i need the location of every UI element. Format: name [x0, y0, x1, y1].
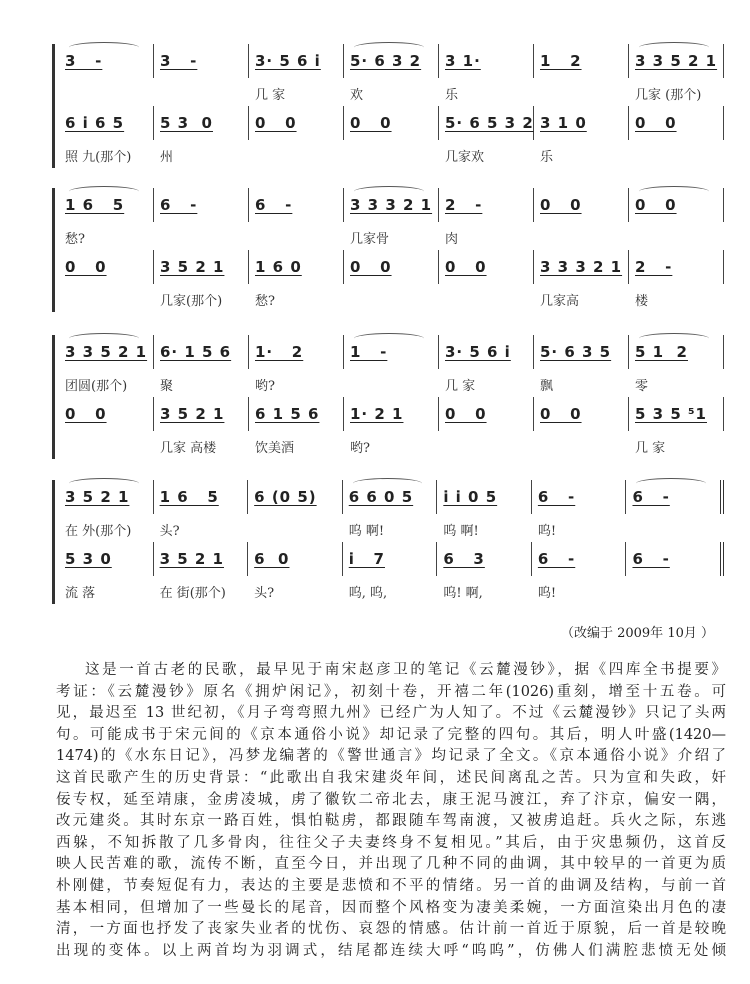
- text-line: 改元建炎。其时东京一路百姓，惧怕鞑虏，都跟随车驾南渡，又被虏追赶。兵火之际，东逃: [56, 813, 726, 830]
- notes: 0 0: [445, 405, 487, 423]
- notes: 6 -: [632, 488, 670, 506]
- lyric: 几家欢: [445, 150, 485, 165]
- text-line: 朴刚健，节奏短促有力，表达的主要是悲愤和不平的情绪。另一首的曲调及结构，与前一首: [56, 877, 726, 894]
- notes: 6 -: [255, 196, 293, 214]
- text-line: 佞专权，延至靖康，金虏凌城，虏了徽钦二帝北去，康王泥马渡江，弃了汴京，偏安一隅，: [56, 791, 726, 808]
- measure: [629, 397, 724, 456]
- lyric: 在 外(那个): [65, 524, 132, 539]
- arrangement-note: （改编于 2009年 10月 ）: [560, 626, 714, 641]
- notes: 3 5 2 1: [159, 550, 224, 568]
- notes: 6 6 0 5: [348, 488, 414, 506]
- lyric: 头?: [254, 586, 275, 601]
- lower-voice-stave: [59, 250, 724, 312]
- lyric: 呜!: [537, 586, 557, 601]
- measure: [249, 335, 344, 394]
- lyric: 几家 高楼: [160, 441, 217, 456]
- notes: 2 -: [445, 196, 483, 214]
- measure: [59, 250, 154, 284]
- notes: 1 6 0: [255, 258, 302, 276]
- notes: 3 5 2 1: [65, 488, 130, 506]
- notes: 0 0: [635, 114, 677, 132]
- lyric: 呜! 啊,: [443, 586, 483, 601]
- measure: [534, 250, 629, 309]
- lyric: 乐: [540, 150, 554, 165]
- notes: 5· 6 3 2: [350, 52, 422, 70]
- lyric: 几 家: [635, 441, 666, 456]
- notes: 5· 6 3 5: [540, 343, 612, 361]
- notes: 6 1 5 6: [255, 405, 320, 423]
- measure: [59, 335, 154, 394]
- measure: [344, 397, 439, 456]
- measure: [249, 397, 344, 456]
- measure: [534, 335, 629, 394]
- notes: 1· 2: [255, 343, 304, 361]
- lyric: 呜 啊!: [348, 524, 385, 539]
- text-line: 映人民苦难的歌，流传不断，直至今日，并出现了几种不同的曲调，其中较早的一首更为质: [56, 856, 726, 873]
- notes: 3· 5 6 i̇: [255, 52, 321, 70]
- lower-voice-stave: [59, 542, 724, 604]
- notes: 3 5 2 1: [160, 258, 225, 276]
- lyric: 几 家: [255, 88, 286, 103]
- lyric: 流 落: [65, 586, 96, 601]
- measure: [344, 44, 439, 103]
- notes: 3 3 5 2 1: [65, 343, 148, 361]
- notes: 0 0: [255, 114, 297, 132]
- lyric: 零: [635, 379, 649, 394]
- measure: [626, 542, 724, 576]
- lyric: 哟?: [255, 379, 275, 394]
- measure: [59, 44, 154, 78]
- measure: [626, 480, 724, 514]
- measure: [534, 44, 629, 78]
- score-system: [52, 335, 724, 459]
- measure: [344, 106, 439, 140]
- lyric: 饮美酒: [255, 441, 295, 456]
- notes: 6 -: [160, 196, 198, 214]
- lower-voice-stave: [59, 397, 724, 459]
- notes: 3 1 0: [540, 114, 587, 132]
- lyric: 在 街(那个): [159, 586, 226, 601]
- measure: [248, 542, 343, 601]
- measure: [344, 250, 439, 284]
- text-line: 1474)的《水东日记》，冯梦龙编著的《警世通言》均记录了全文。《京本通俗小说》介绍了: [56, 748, 726, 765]
- measure: [344, 188, 439, 247]
- measure: [439, 397, 534, 431]
- measure: [437, 542, 532, 601]
- measure: [437, 480, 532, 539]
- lyric: 团圆(那个): [65, 379, 128, 394]
- notes: 3 -: [65, 52, 103, 70]
- lyric: 几家骨: [350, 232, 390, 247]
- score-system: [52, 44, 724, 168]
- text-line: 基本相同，但增加了一些曼长的尾音，因而整个风格变为凄美柔婉，一方面渲染出月色的凄: [56, 899, 726, 916]
- notes: 6 -: [537, 488, 576, 506]
- notes: 6 3: [443, 550, 485, 568]
- notes: 0 0: [350, 258, 392, 276]
- lyric: 欢: [350, 88, 364, 103]
- measure: [248, 480, 343, 514]
- measure: [532, 542, 627, 601]
- notes: 5 3 0: [160, 114, 213, 132]
- text-line: 见，最迟至 13 世纪初，《月子弯弯照九州》已经广为人知了。不过《云麓漫钞》只记了头两: [56, 705, 726, 722]
- notes: 2 -: [635, 258, 673, 276]
- measure: [59, 106, 154, 165]
- upper-voice-stave: [59, 335, 724, 397]
- measure: [439, 106, 534, 165]
- lyric: 几家高: [540, 294, 580, 309]
- notes: 0 0: [540, 405, 582, 423]
- lyric: 聚: [160, 379, 174, 394]
- notes: 3 3 3 2 1: [350, 196, 433, 214]
- measure: [154, 106, 249, 165]
- notes: 6 i̇ 6 5: [65, 114, 125, 132]
- notes: 5 1 2: [635, 343, 688, 361]
- measure: [59, 397, 154, 431]
- score-system: [52, 188, 724, 312]
- lyric: 乐: [445, 88, 459, 103]
- measure: [249, 250, 344, 309]
- notes: 6 0: [254, 550, 290, 568]
- text-line: 出现的变体。以上两首均为羽调式，结尾都连续大呼“呜呜”，仿佛人们满腔悲愤无处倾: [56, 942, 726, 959]
- measure: [343, 542, 438, 601]
- notes: 5· 6 5 3 2: [445, 114, 534, 132]
- lyric: 呜, 呜,: [348, 586, 388, 601]
- measure: [534, 106, 629, 165]
- text-line: 西躲，不知拆散了几多骨肉，往往父子夫妻终身不复相见。”其后，由于灾患频仍，这首反: [56, 834, 726, 851]
- notes: 1· 2 1: [350, 405, 404, 423]
- text-line: 考证：《云麓漫钞》原名《拥炉闲记》，初刻十卷，开禧二年(1026)重刻，增至十五卷。可: [56, 683, 726, 700]
- measure: [439, 44, 534, 103]
- measure: [439, 250, 534, 284]
- notes: 6 (0 5): [254, 488, 317, 506]
- notes: 1 6 5: [159, 488, 219, 506]
- measure: [154, 335, 249, 394]
- notes: 1 2: [540, 52, 582, 70]
- notes: 6 -: [537, 550, 576, 568]
- notes: 5 3 0: [65, 550, 112, 568]
- lower-voice-stave: [59, 106, 724, 168]
- notes: 0 0: [635, 196, 677, 214]
- lyric: 飘: [540, 379, 554, 394]
- upper-voice-stave: [59, 188, 724, 250]
- notes: 0 0: [540, 196, 582, 214]
- text-line: 这是一首古老的民歌，最早见于南宋赵彦卫的笔记《云麓漫钞》，据《四库全书提要》: [85, 662, 726, 678]
- lyric: 州: [160, 150, 174, 165]
- measure: [154, 44, 249, 78]
- measure: [59, 542, 154, 601]
- text-line: 这首民歌产生的历史背景：“此歌出自我宋建炎年间，述民间离乱之苦。只为宣和失政，奸: [56, 769, 726, 786]
- measure: [343, 480, 438, 539]
- measure: [439, 335, 534, 394]
- notes: i̇ 7: [348, 550, 385, 568]
- lyric: 几家(那个): [160, 294, 223, 309]
- notes: 3 3 5 2 1: [635, 52, 718, 70]
- measure: [439, 188, 534, 247]
- measure: [534, 188, 629, 222]
- lyric: 几 家: [445, 379, 476, 394]
- upper-voice-stave: [59, 480, 724, 542]
- notes: 1 -: [350, 343, 388, 361]
- notes: 0 0: [350, 114, 392, 132]
- measure: [629, 44, 724, 103]
- measure: [532, 480, 627, 539]
- notes: 6 -: [632, 550, 670, 568]
- measure: [154, 480, 249, 539]
- lyric: 楼: [635, 294, 649, 309]
- lyric: 愁?: [65, 232, 85, 247]
- notes: i̇ i̇ 0 5: [443, 488, 498, 506]
- lyric: 呜 啊!: [443, 524, 479, 539]
- lyric: 几家 (那个): [635, 88, 702, 103]
- lyric: 愁?: [255, 294, 275, 309]
- lyric: 呜!: [537, 524, 557, 539]
- measure: [249, 188, 344, 222]
- lyric: 哟?: [350, 441, 370, 456]
- notes: 3 3 3 2 1: [540, 258, 623, 276]
- notes: 3· 5 6 i̇: [445, 343, 511, 361]
- measure: [344, 335, 439, 369]
- notes: 3 1·: [445, 52, 481, 70]
- measure: [249, 106, 344, 140]
- score-system: [52, 480, 724, 604]
- text-line: 清，一方面也抒发了丧家失业者的忧伤、哀怨的情感。估计前一首近于原貌，后一首是较晚: [56, 921, 726, 938]
- notes: 3 5 2 1: [160, 405, 225, 423]
- measure: [249, 44, 344, 103]
- body-paragraph: [56, 660, 726, 962]
- notes: 6· 1 5 6: [160, 343, 232, 361]
- text-line: 句。可能成书于宋元间的《京本通俗小说》却记录了完整的四句。其后，明人叶盛(1420—: [56, 726, 726, 743]
- measure: [534, 397, 629, 431]
- measure: [629, 250, 724, 309]
- lyric: 照 九(那个): [65, 150, 132, 165]
- notes: 1 6 5: [65, 196, 125, 214]
- measure: [629, 188, 724, 222]
- measure: [154, 397, 249, 456]
- notes: 3 -: [160, 52, 198, 70]
- measure: [629, 335, 724, 394]
- measure: [59, 188, 154, 247]
- notes: 0 0: [65, 405, 107, 423]
- notes: 0 0: [445, 258, 487, 276]
- measure: [154, 542, 249, 601]
- upper-voice-stave: [59, 44, 724, 106]
- lyric: 头?: [159, 524, 180, 539]
- lyric: 肉: [445, 232, 459, 247]
- measure: [154, 188, 249, 222]
- notes: 5 3 5 ⁵1: [635, 405, 707, 423]
- notes: 0 0: [65, 258, 107, 276]
- measure: [59, 480, 154, 539]
- measure: [154, 250, 249, 309]
- measure: [629, 106, 724, 140]
